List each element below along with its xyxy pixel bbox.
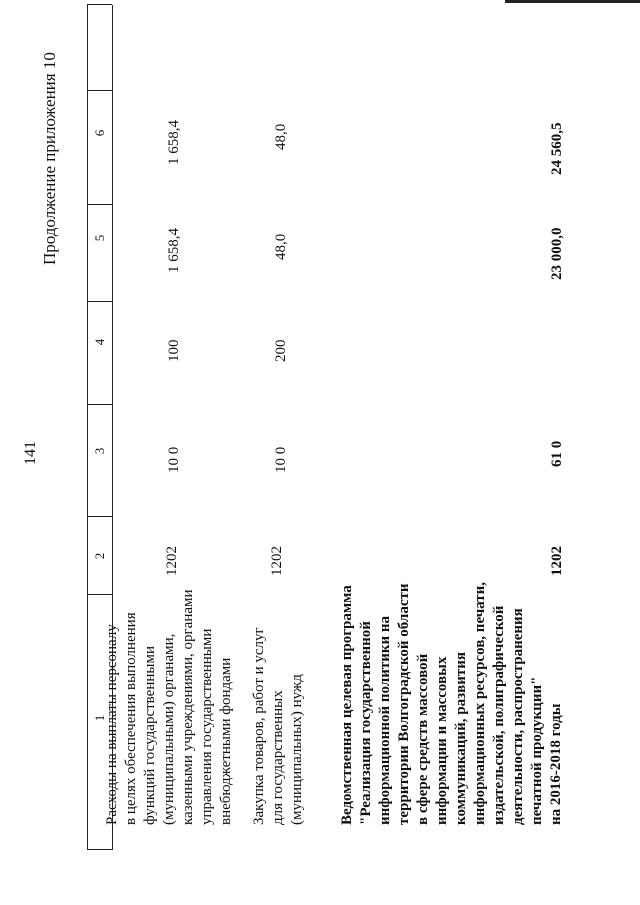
row-3-col-3: 61 0 — [549, 440, 565, 467]
row-1-col-2: 1202 — [164, 546, 180, 576]
row-2-description — [250, 627, 307, 825]
text-line: территории Волгоградской области — [396, 583, 412, 825]
table-right-border — [87, 4, 112, 5]
col-divider-3 — [87, 404, 112, 405]
row-2-col-6: 48,0 — [273, 123, 289, 150]
row-2-col-3: 10 0 — [273, 446, 289, 473]
text-line: Ведомственная целевая программа — [339, 585, 355, 825]
row-1-col-4: 100 — [166, 339, 182, 362]
text-line: функций государственными — [142, 646, 158, 825]
text-line: на 2016-2018 годы — [548, 703, 564, 825]
col-header-6: 6 — [92, 129, 107, 137]
text-line: Закупка товаров, работ и услуг — [251, 627, 267, 825]
row-1-col-6: 1 658,4 — [166, 120, 182, 165]
text-line: (муниципальными) органами, — [161, 633, 177, 825]
text-line: (муниципальных) нужд — [289, 674, 305, 825]
row-2-col-2: 1202 — [269, 546, 285, 576]
row-3-col-6: 24 560,5 — [549, 122, 565, 175]
col-divider-6 — [87, 90, 112, 91]
col-header-3: 3 — [92, 447, 107, 455]
col-header-1: 1 — [92, 714, 107, 722]
text-line: информационных ресурсов, печати, — [472, 581, 488, 825]
row-1-description — [103, 589, 236, 825]
text-line: издательской, полиграфической — [491, 605, 507, 825]
col-divider-2 — [87, 516, 112, 517]
table-left-border — [87, 849, 112, 850]
text-line: информационной политики на — [377, 615, 393, 825]
row-3-col-2: 1202 — [549, 546, 565, 576]
text-line: в сфере средств массовой — [415, 653, 431, 825]
text-line: деятельности, распространения — [510, 608, 526, 825]
row-3-description — [338, 582, 566, 825]
text-line: "Реализация государственной — [358, 621, 374, 825]
col-divider-5 — [87, 204, 112, 205]
page-number: 141 — [22, 441, 39, 465]
text-line: в целях обеспечения выполнения — [123, 612, 139, 825]
table-top-border — [87, 5, 88, 850]
col-header-4: 4 — [92, 338, 107, 346]
col-divider-4 — [87, 301, 112, 302]
row-1-col-3: 10 0 — [166, 446, 182, 473]
row-3-col-5: 23 000,0 — [549, 227, 565, 280]
col-header-2: 2 — [92, 552, 107, 560]
row-1-col-5: 1 658,4 — [166, 228, 182, 273]
text-line: для государственных — [270, 690, 286, 825]
text-line: внебюджетными фондами — [218, 657, 234, 825]
text-line: печатной продукции" — [529, 676, 545, 825]
text-line: управления государственными — [199, 628, 215, 825]
text-line: Расходы на выплаты персоналу — [104, 624, 120, 825]
row-2-col-5: 48,0 — [273, 233, 289, 260]
col-header-5: 5 — [92, 234, 107, 242]
text-line: коммуникаций, развития — [453, 652, 469, 825]
text-line: казенными учреждениями, органами — [180, 589, 196, 825]
appendix-caption: Продолжение приложения 10 — [40, 52, 59, 265]
text-line: информации и массовых — [434, 656, 450, 825]
row-2-col-4: 200 — [273, 339, 289, 362]
